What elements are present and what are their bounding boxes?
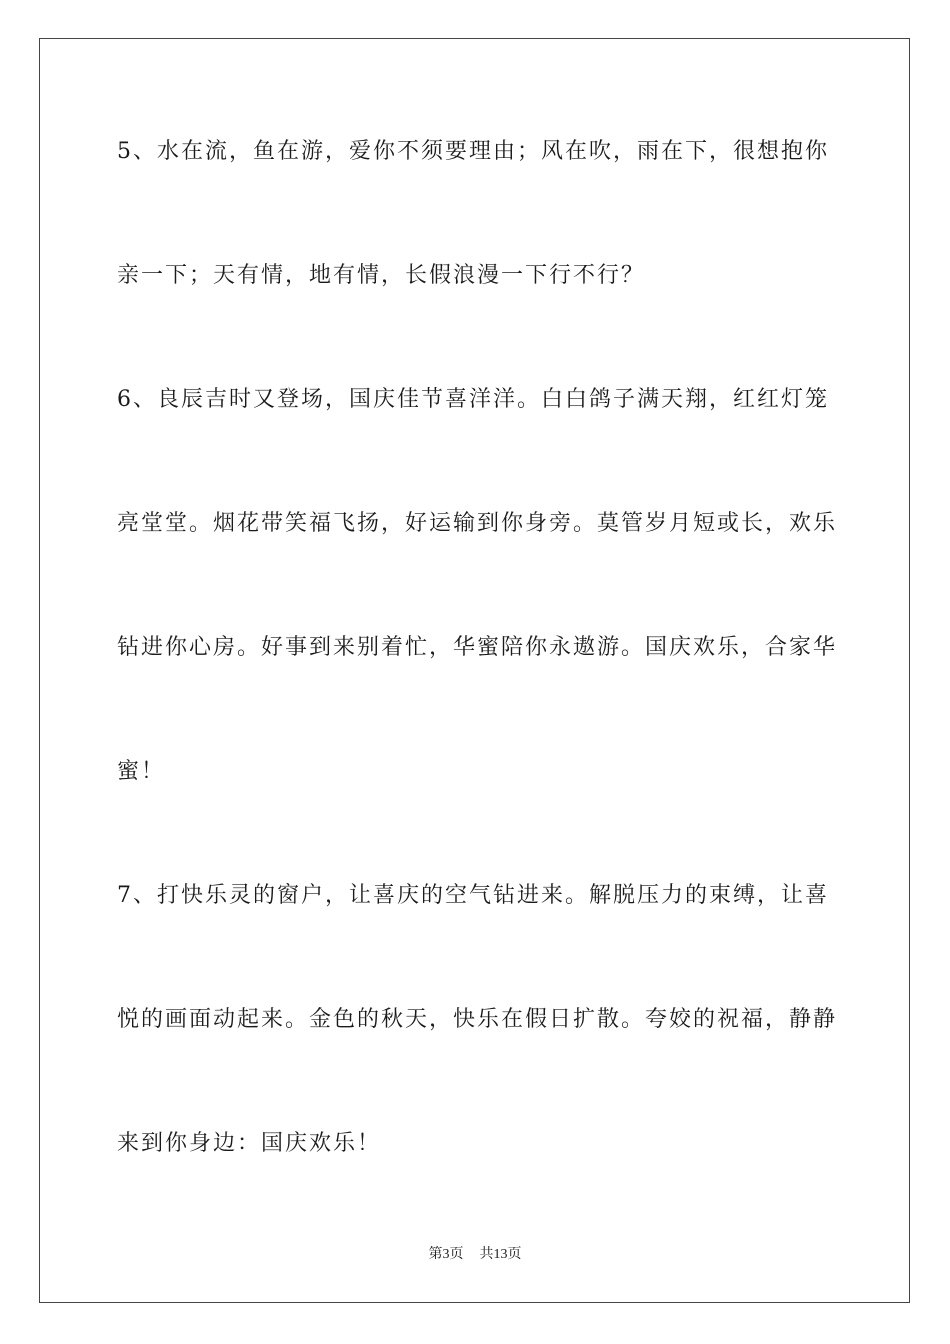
text-line: 悦的画面动起来。金色的秋天，快乐在假日扩散。夸姣的祝福，静静 [117,1007,838,1032]
text-line: 7、打快乐灵的窗户，让喜庆的空气钻进来。解脱压力的束缚，让喜 [117,883,829,908]
total-pages: 共13页 [479,1247,522,1262]
text-line: 5、水在流，鱼在游，爱你不须要理由；风在吹，雨在下，很想抱你 [117,139,829,164]
text-line: 亲一下；天有情，地有情，长假浪漫一下行不行？ [117,263,646,288]
text-line: 来到你身边：国庆欢乐！ [117,1131,382,1156]
text-line: 6、良辰吉时又登场，国庆佳节喜洋洋。白白鸽子满天翔，红红灯笼 [117,387,829,412]
page-border [39,38,910,1303]
page-number: 第3页 [428,1247,464,1262]
text-line: 蜜！ [117,759,166,784]
text-line: 亮堂堂。烟花带笑福飞扬，好运输到你身旁。莫管岁月短或长，欢乐 [117,511,838,536]
page-footer [0,1246,950,1264]
text-line: 钻进你心房。好事到来别着忙，华蜜陪你永遨游。国庆欢乐，合家华 [117,635,838,660]
